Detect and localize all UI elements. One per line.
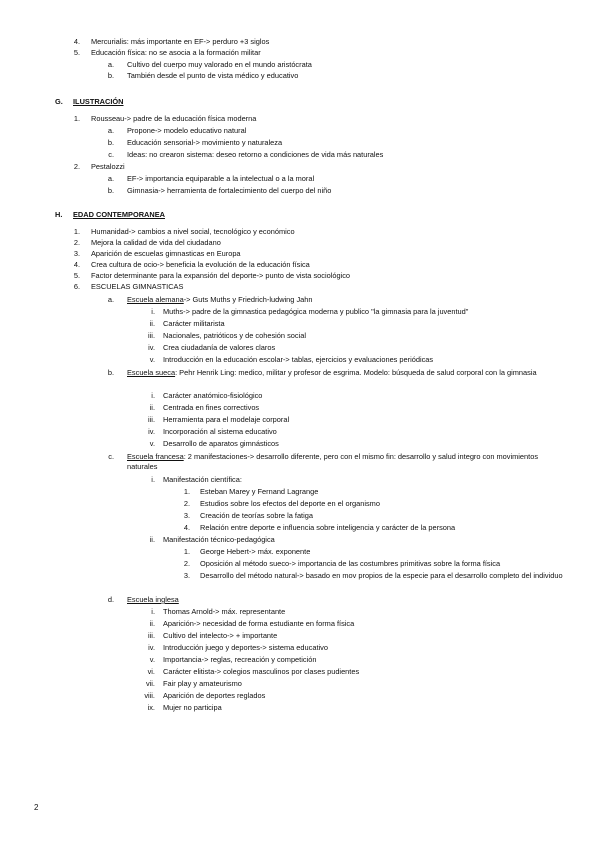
list-marker: iv. xyxy=(148,343,155,352)
list-marker: ix. xyxy=(147,703,155,712)
list-marker: ii. xyxy=(149,535,155,544)
list-marker: v. xyxy=(149,355,155,364)
list-item: Educación sensorial-> movimiento y naturaleza xyxy=(127,138,283,147)
list-marker: i. xyxy=(151,475,155,484)
list-marker: 1. xyxy=(183,547,190,556)
list-item: Aparición de escuelas gimnasticas en Europa xyxy=(91,249,241,258)
section-letter: G. xyxy=(55,97,63,106)
list-item: Introducción en la educación escolar-> tablas, ejercicios y evaluaciones periódicas xyxy=(163,355,434,364)
list-marker: ii. xyxy=(149,403,155,412)
list-item: Nacionales, patrióticos y de cohesión social xyxy=(163,331,306,340)
list-item: Cultivo del intelecto-> + importante xyxy=(163,631,278,640)
list-item: Esteban Marey y Fernand Lagrange xyxy=(200,487,319,496)
list-item: Centrada en fines correctivos xyxy=(163,403,260,412)
list-marker: 6. xyxy=(73,282,80,291)
list-item: Ideas: no crearon sistema: deseo retorno a condiciones de vida más naturales xyxy=(127,150,384,159)
school-heading xyxy=(127,295,312,305)
list-item: Pestalozzi xyxy=(91,162,125,171)
list-item: Cultivo del cuerpo muy valorado en el mundo aristócrata xyxy=(127,60,312,69)
list-item: Manifestación científica: xyxy=(163,475,242,484)
list-marker: b. xyxy=(107,186,114,195)
list-marker: a. xyxy=(107,60,114,69)
school-name: Escuela inglesa xyxy=(127,595,179,604)
list-marker: a. xyxy=(107,174,114,183)
list-item: Oposición al método sueco-> importancia de las costumbres primitivas sobre la forma física xyxy=(200,559,501,568)
list-item: Carácter elitista-> colegios masculinos por clases pudientes xyxy=(163,667,360,676)
list-marker: 3. xyxy=(183,511,190,520)
list-item: Manifestación técnico-pedagógica xyxy=(163,535,275,544)
list-item: Factor determinante para la expansión del deporte-> punto de vista sociológico xyxy=(91,271,351,280)
list-marker: iv. xyxy=(148,427,155,436)
list-item: Carácter militarista xyxy=(163,319,225,328)
list-item: Mercurialis: más importante en EF-> perduro +3 siglos xyxy=(91,37,270,46)
list-marker: a. xyxy=(107,295,114,304)
list-item: Propone-> modelo educativo natural xyxy=(127,126,247,135)
list-marker: v. xyxy=(149,655,155,664)
list-marker: v. xyxy=(149,439,155,448)
school-description: : 2 manifestaciones-> desarrollo diferente, pero con el mismo fin: desarrollo y salud integro con movimientos naturales xyxy=(127,452,539,471)
school-name: Escuela sueca xyxy=(127,368,176,377)
list-marker: 2. xyxy=(183,499,190,508)
page-number: 2 xyxy=(34,803,39,812)
list-marker: 2. xyxy=(73,162,80,171)
list-marker: c. xyxy=(108,150,114,159)
list-item: Creación de teorías sobre la fatiga xyxy=(200,511,313,520)
list-marker: b. xyxy=(107,71,114,80)
list-marker: 1. xyxy=(73,227,80,236)
list-item: Crea ciudadanía de valores claros xyxy=(163,343,276,352)
list-item: Aparición-> necesidad de forma estudiante en forma física xyxy=(163,619,355,628)
school-description: : Pehr Henrik Ling: medico, militar y profesor de esgrima. Modelo: búsqueda de salud corporal con la gimnasia xyxy=(175,368,537,377)
list-item: Crea cultura de ocio-> beneficia la evolución de la educación física xyxy=(91,260,310,269)
list-item: George Hebert-> máx. exponente xyxy=(200,547,311,556)
list-marker: i. xyxy=(151,607,155,616)
list-marker: iii. xyxy=(148,631,155,640)
list-item: ESCUELAS GIMNASTICAS xyxy=(91,282,184,291)
list-item: Introducción juego y deportes-> sistema educativo xyxy=(163,643,328,652)
section-title: ILUSTRACIÓN xyxy=(73,97,124,106)
list-item: Incorporación al sistema educativo xyxy=(163,427,277,436)
school-heading xyxy=(127,368,567,378)
list-marker: 5. xyxy=(73,48,80,57)
list-marker: ii. xyxy=(149,619,155,628)
list-marker: d. xyxy=(107,595,114,604)
list-item: EF-> importancia equiparable a la intelectual o a la moral xyxy=(127,174,315,183)
list-marker: vi. xyxy=(147,667,155,676)
list-item: Relación entre deporte e influencia sobre inteligencia y carácter de la persona xyxy=(200,523,456,532)
list-marker: 3. xyxy=(73,249,80,258)
section-letter: H. xyxy=(55,210,63,219)
list-item: Rousseau-> padre de la educación física moderna xyxy=(91,114,257,123)
list-item: Thomas Arnold-> máx. representante xyxy=(163,607,286,616)
school-description: -> Guts Muths y Friedrich-ludwing Jahn xyxy=(183,295,313,304)
list-marker: ii. xyxy=(149,319,155,328)
list-marker: a. xyxy=(107,126,114,135)
list-marker: 4. xyxy=(73,260,80,269)
school-heading xyxy=(127,452,567,472)
list-marker: i. xyxy=(151,391,155,400)
list-marker: 5. xyxy=(73,271,80,280)
list-marker: 1. xyxy=(73,114,80,123)
list-item: Mujer no participa xyxy=(163,703,222,712)
list-marker: c. xyxy=(108,452,114,461)
list-item: Importancia-> reglas, recreación y competición xyxy=(163,655,317,664)
list-item: Desarrollo del método natural-> basado en mov propios de la especie para el desarrollo completo del individuo xyxy=(200,571,563,580)
list-item: Mejora la calidad de vida del ciudadano xyxy=(91,238,221,247)
list-marker: 1. xyxy=(183,487,190,496)
list-item: También desde el punto de vista médico y educativo xyxy=(127,71,299,80)
list-item: Educación física: no se asocia a la formación militar xyxy=(91,48,261,57)
list-item: Estudios sobre los efectos del deporte en el organismo xyxy=(200,499,380,508)
list-item: Muths-> padre de la gimnastica pedagógica moderna y publico "la gimnasia para la juventud" xyxy=(163,307,469,316)
list-marker: viii. xyxy=(144,691,155,700)
list-marker: b. xyxy=(107,368,114,377)
list-marker: 4. xyxy=(183,523,190,532)
list-item: Herramienta para el modelaje corporal xyxy=(163,415,290,424)
list-item: Aparición de deportes reglados xyxy=(163,691,266,700)
list-item: Gimnasia-> herramienta de fortalecimiento del cuerpo del niño xyxy=(127,186,332,195)
list-marker: b. xyxy=(107,138,114,147)
list-marker: vii. xyxy=(145,679,155,688)
section-title: EDAD CONTEMPORANEA xyxy=(73,210,165,219)
school-name: Escuela alemana xyxy=(127,295,184,304)
list-marker: iii. xyxy=(148,415,155,424)
list-item: Carácter anatómico-fisiológico xyxy=(163,391,263,400)
list-marker: 3. xyxy=(183,571,190,580)
list-marker: 2. xyxy=(183,559,190,568)
list-marker: 4. xyxy=(73,37,80,46)
list-marker: iv. xyxy=(148,643,155,652)
list-marker: i. xyxy=(151,307,155,316)
school-name: Escuela francesa xyxy=(127,452,184,461)
list-item: Desarrollo de aparatos gimnásticos xyxy=(163,439,279,448)
list-item: Humanidad-> cambios a nivel social, tecnológico y económico xyxy=(91,227,295,236)
list-marker: 2. xyxy=(73,238,80,247)
list-item: Fair play y amateurismo xyxy=(163,679,242,688)
list-marker: iii. xyxy=(148,331,155,340)
